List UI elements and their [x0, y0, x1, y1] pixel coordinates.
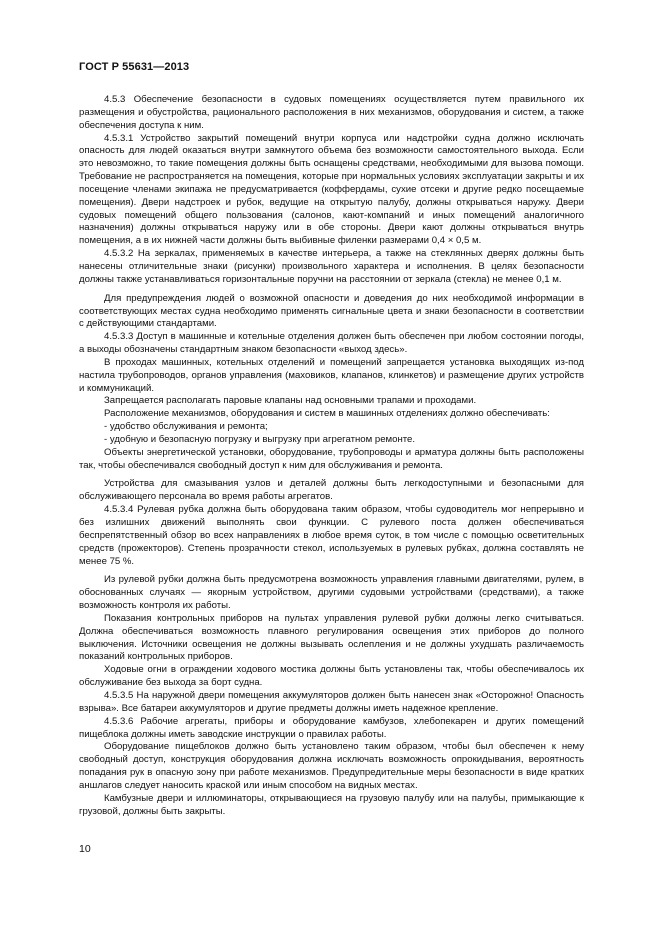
- list-item: - удобную и безопасную погрузку и выгрузку при агрегатном ремонте.: [104, 433, 416, 445]
- paragraph-galley-doors: Камбузные двери и иллюминаторы, открывающиеся на грузовую палубу или на палубы, примыкающие к грузовой, должны быть закрыты.: [79, 792, 584, 817]
- paragraph-4-5-3-6: 4.5.3.6 Рабочие агрегаты, приборы и оборудование камбузов, хлебопекарен и других помещений пищеблока должны иметь заводские инструкции о правилах работы.: [79, 715, 584, 740]
- paragraph-4-5-3: 4.5.3 Обеспечение безопасности в судовых помещениях осуществляется путем правильного их размещения и обустройства, рационального расположения в них механизмов, оборудования и систем, а также обеспечения доступа к ним.: [79, 94, 584, 131]
- document-header: ГОСТ Р 55631—2013: [79, 61, 190, 73]
- paragraph-arrangement: Расположение механизмов, оборудования и систем в машинных отделениях должно обеспечивать:: [104, 408, 550, 420]
- paragraph-4-5-3-2: 4.5.3.2 На зеркалах, применяемых в качестве интерьера, а также на стеклянных дверях должны быть нанесены отличительные знаки (рисунки) произвольного характера и исполнения. В целях безопасности должны также устанавливаться горизонтальные поручни на расстоянии от зеркала (стекла) не менее 0,1 м.: [79, 248, 584, 285]
- paragraph-4-5-3-3: 4.5.3.3 Доступ в машинные и котельные отделения должен быть обеспечен при любом состоянии погоды, а выходы обозначены стандартным знаком безопасности «выход здесь».: [79, 331, 584, 356]
- paragraph-wheelhouse-control: Из рулевой рубки должна быть предусмотрена возможность управления главными двигателями, рулем, в обоснованных случаях — якорным устройством, другими судовыми устройствами (средствами), а также возможность контроля их работы.: [79, 574, 584, 612]
- document-body: [79, 94, 584, 818]
- paragraph-lubrication: Устройства для смазывания узлов и деталей должны быть легкодоступными и безопасными для обслуживающего персонала во время работы агрегатов.: [79, 478, 584, 503]
- paragraph-4-5-3-1: 4.5.3.1 Устройство закрытий помещений внутри корпуса или надстройки судна должно исключать опасность для людей оказаться внутри замкнутого объема без возможности самостоятельного выхода. Если это невозможно, то такие помещения должны быть оснащены средствами, необходимыми для вызова помощи. Требование не распространяется на помещения, которые при нормальных условиях эксплуатации закрыты и их посещение членами экипажа не предусматривается (коффердамы, сухие отсеки и другие редко посещаемые помещения). Двери надстроек и рубок, ведущие на открытую палубу, должны открываться наружу. Двери судовых помещений общего пользования (салонов, кают-компаний и иных помещений аналогичного назначения) должны открываться наружу или в обе стороны. Двери кают должны открываться внутрь помещения, а в их нижней части должны быть выбивные филенки размерами 0,4 × 0,5 м.: [79, 132, 584, 247]
- paragraph-galley-equipment: Оборудование пищеблоков должно быть установлено таким образом, чтобы был обеспечен к нему свободный доступ, конструкция оборудования должна исключать возможность опрокидывания, вероятность попадания рук в опасную зону при работе механизмов. Предупредительные меры безопасности в виде кратких аншлагов следует наносить краской или иным способом на видных местах.: [79, 741, 584, 791]
- paragraph-instruments: Показания контрольных приборов на пультах управления рулевой рубки должны легко считываться. Должна обеспечиваться возможность плавного регулирования освещения этих приборов до полного выключения. Источники освещения не должны вызывать ослепления и не должны ухудшать различаемость показаний контрольных приборов.: [79, 612, 584, 663]
- paragraph-navigation-lights: Ходовые огни в ограждении ходового мостика должны быть установлены так, чтобы обеспечивалось их обслуживание без выхода за борт судна.: [79, 664, 584, 689]
- list-item: - удобство обслуживания и ремонта;: [104, 421, 268, 433]
- paragraph-power-plant: Объекты энергетической установки, оборудование, трубопроводы и арматура должны быть расположены так, чтобы обеспечивался свободный доступ к ним для обслуживания и ремонта.: [79, 446, 584, 471]
- paragraph-safety-signs: Для предупреждения людей о возможной опасности и доведения до них необходимой информации в соответствующих местах судна необходимо применять сигнальные цвета и знаки безопасности в соответствии с действующими стандартами.: [79, 292, 584, 330]
- paragraph-4-5-3-5: 4.5.3.5 На наружной двери помещения аккумуляторов должен быть нанесен знак «Осторожно! Опасность взрыва». Все батареи аккумуляторов и другие предметы должны иметь надежное крепление.: [79, 689, 584, 714]
- page-number: 10: [79, 843, 91, 855]
- paragraph-steam-valves: Запрещается располагать паровые клапаны над основными трапами и проходами.: [104, 395, 477, 407]
- paragraph-4-5-3-4: 4.5.3.4 Рулевая рубка должна быть оборудована таким образом, чтобы судоводитель мог непрерывно и без излишних движений выполнять свои функции. С рулевого поста должен обеспечиваться беспрепятственный обзор во всех направлениях в любое время суток, в том числе с помощью осветительных средств (прожекторов). Степень прозрачности стекол, используемых в рулевых рубках, должна составлять не менее 75 %.: [79, 504, 584, 567]
- paragraph-passages: В проходах машинных, котельных отделений и помещений запрещается установка выходящих из-под настила трубопроводов, органов управления (маховиков, клапанов, клинкетов) и размещение других устройств и коммуникаций.: [79, 356, 584, 394]
